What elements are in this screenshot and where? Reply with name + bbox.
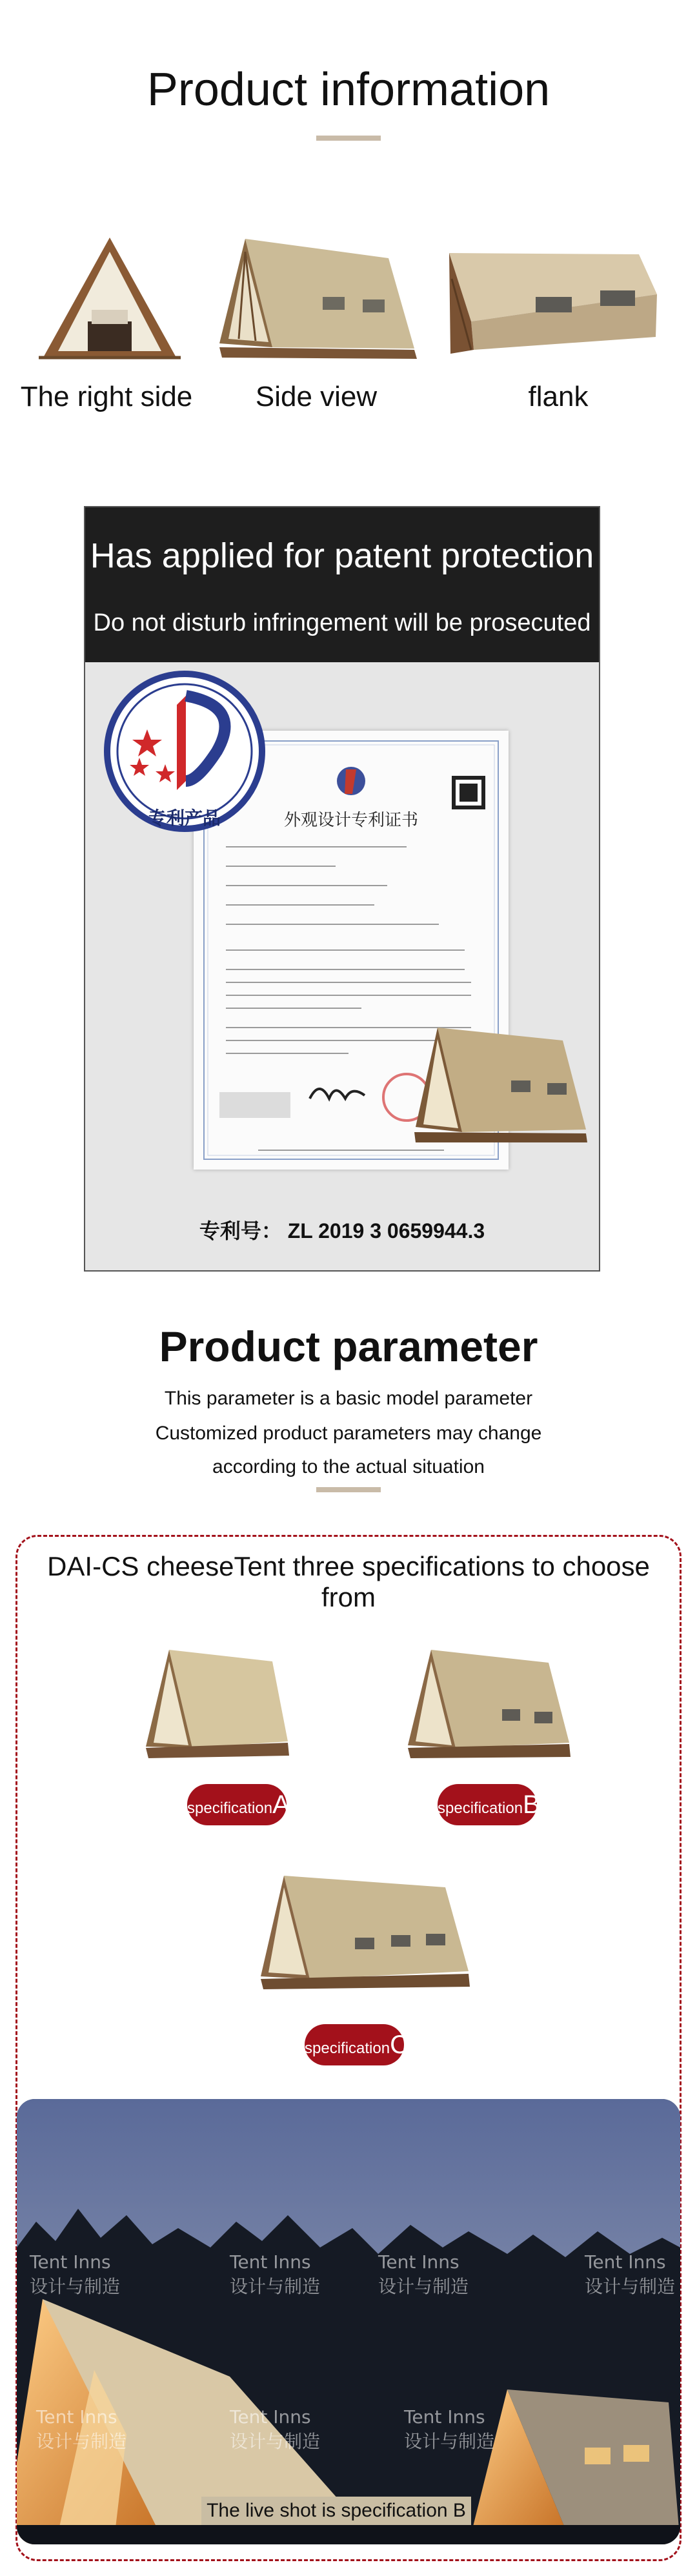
parameter-note-line-2: Customized product parameters may change [155, 1423, 542, 1444]
parameter-note-line-1: This parameter is a basic model parameter [164, 1388, 533, 1409]
watermark-7: Tent Inns 设计与制造 [404, 2406, 495, 2452]
spec-b-badge: specificationB [438, 1784, 537, 1825]
patent-panel [84, 506, 600, 1272]
watermark-6: Tent Inns 设计与制造 [230, 2406, 321, 2452]
patent-header [85, 507, 599, 662]
tent-overlay-image [414, 1021, 589, 1144]
tent-flank-image [445, 240, 658, 356]
seal-label: 专利产品 [148, 808, 221, 828]
watermark-1: Tent Inns 设计与制造 [30, 2251, 121, 2297]
parameter-underline [316, 1487, 381, 1492]
watermark-4: Tent Inns 设计与制造 [585, 2251, 676, 2297]
spec-c-badge: specificationC [305, 2024, 404, 2065]
spec-a-tent-image [143, 1645, 292, 1761]
tent-side-view-image [219, 232, 419, 361]
spec-a-badge: specificationA [187, 1784, 287, 1825]
section-title-product-information: Product information [146, 64, 551, 116]
parameter-note-line-3: according to the actual situation [212, 1456, 485, 1477]
title-underline [316, 136, 381, 141]
view-label-side-view: Side view [255, 381, 378, 412]
spec-b-tent-image [405, 1645, 573, 1761]
specifications-title: DAI-CS cheeseTent three specifications to choose from [47, 1551, 650, 1612]
watermark-3: Tent Inns 设计与制造 [378, 2251, 469, 2297]
view-label-flank: flank [528, 381, 589, 412]
live-shot-caption: The live shot is specification B [201, 2497, 471, 2525]
watermark-2: Tent Inns 设计与制造 [230, 2251, 321, 2297]
live-shot-scene [17, 2099, 680, 2544]
patent-number: 专利号： ZL 2019 3 0659944.3 [199, 1219, 485, 1242]
watermark-5: Tent Inns 设计与制造 [36, 2406, 127, 2452]
certificate-title: 外观设计专利证书 [283, 811, 418, 830]
section-title-product-parameter: Product parameter [159, 1323, 538, 1370]
patent-subheading: Do not disturb infringement will be prosecuted [93, 609, 591, 636]
view-label-right-side: The right side [20, 381, 193, 412]
live-shot-photo [17, 2099, 680, 2544]
spec-c-tent-image [258, 1871, 471, 1993]
patent-heading: Has applied for patent protection [90, 536, 594, 575]
tent-right-side-image [39, 232, 181, 361]
